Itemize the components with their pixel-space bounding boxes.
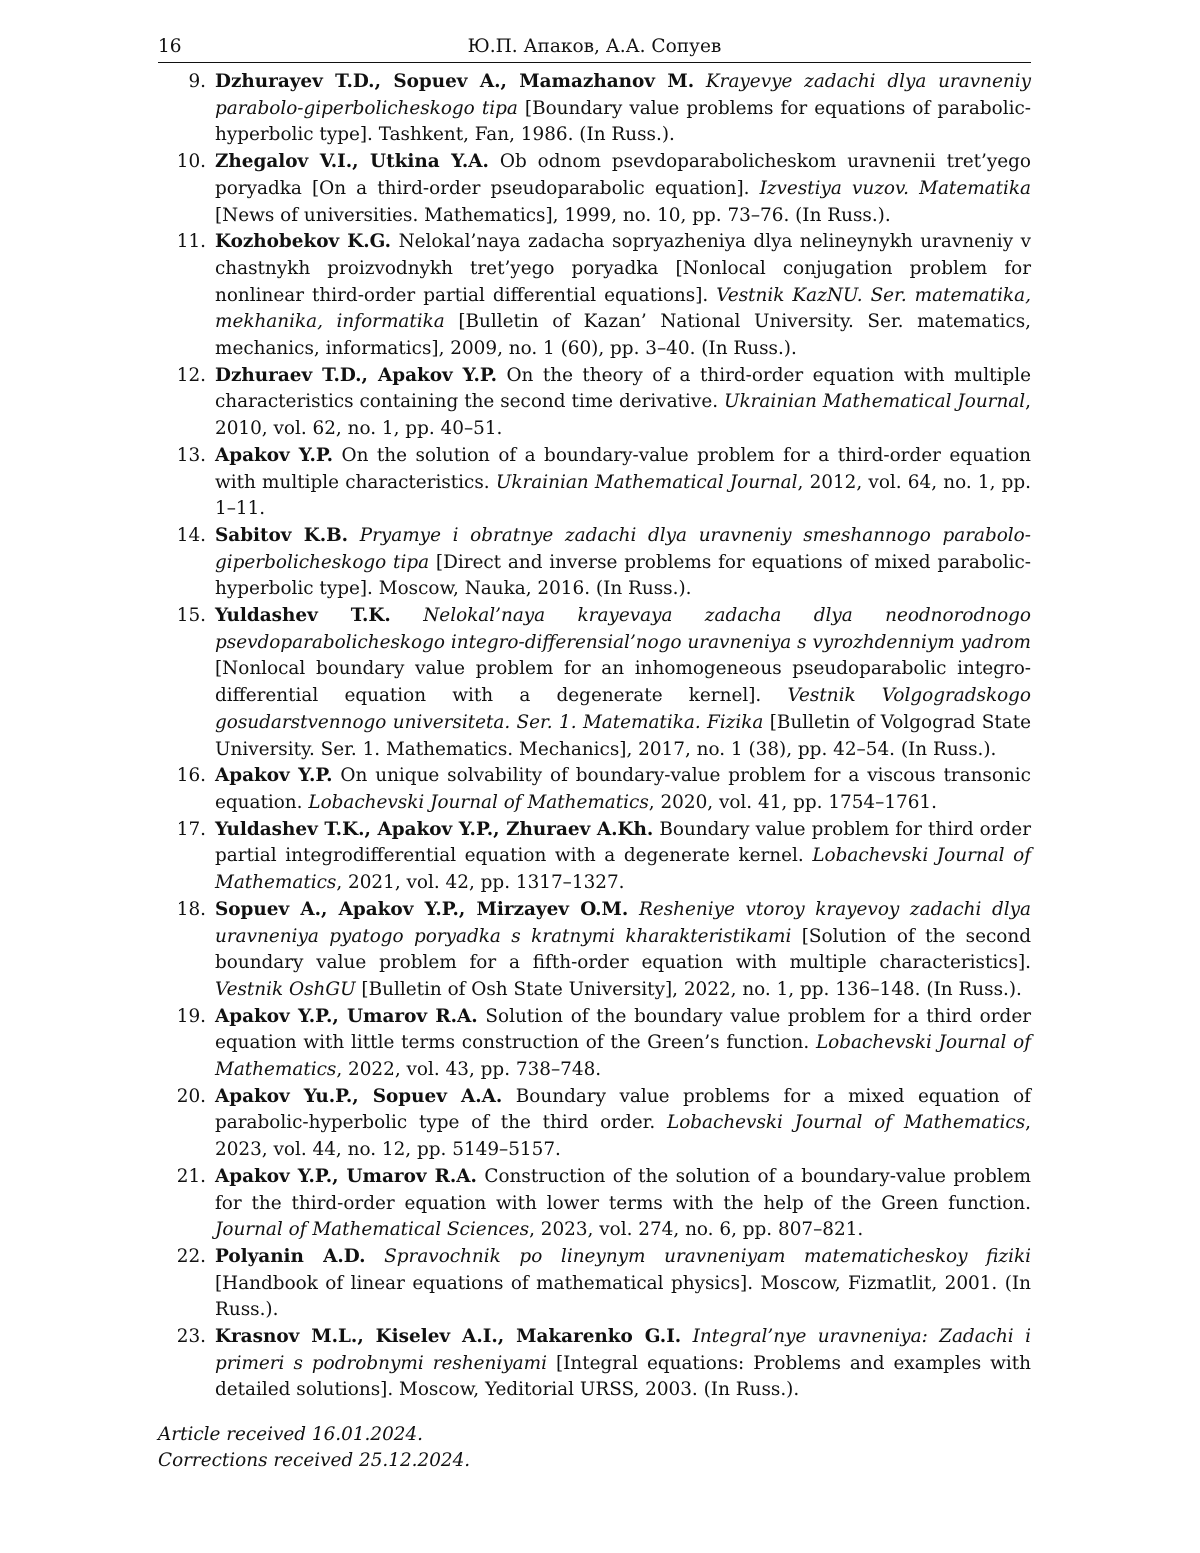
reference-number: 14. xyxy=(158,523,206,550)
reference-authors: Polyanin A.D. xyxy=(215,1246,366,1267)
reference-item xyxy=(158,1084,1031,1164)
reference-number: 11. xyxy=(158,229,206,256)
reference-authors: Kozhobekov K.G. xyxy=(215,231,391,252)
reference-text: [Nonlocal boundary value problem for an inhomogeneous pseudoparabolic integro-differential equation with a degenerate kernel]. xyxy=(215,658,1031,706)
reference-item xyxy=(158,817,1031,897)
reference-title-italic: Vestnik Volgogradskogo gosudarstvennogo universiteta. Ser. 1. Matematika. Fizika xyxy=(215,685,1031,733)
reference-title-italic: Resheniye vtoroy krayevoy zadachi dlya uravneniya pyatogo poryadka s kratnymi kharakteristikami xyxy=(215,899,1031,947)
reference-item xyxy=(158,1324,1031,1404)
reference-title-italic: Integral’nye uravneniya: Zadachi i primeri s podrobnymi resheniyami xyxy=(215,1326,1031,1374)
reference-authors: Krasnov M.L., Kiselev A.I., Makarenko G.I. xyxy=(215,1326,681,1347)
page xyxy=(158,30,1031,1474)
reference-item xyxy=(158,69,1031,149)
reference-title-italic: Lobachevski Journal of Mathematics xyxy=(667,1112,1025,1133)
reference-item xyxy=(158,1164,1031,1244)
reference-authors: Yuldashev T.K., Apakov Y.P., Zhuraev A.Kh. xyxy=(215,819,653,840)
reference-number: 19. xyxy=(158,1004,206,1031)
reference-text: Nelokal’naya zadacha sopryazheniya dlya nelineynykh uravneniy v chastnykh proizvodnykh tret’yego poryadka [Nonlocal conjugation problem for nonlinear third-order partial differential equations]. xyxy=(215,231,1031,305)
reference-item xyxy=(158,1244,1031,1324)
reference-text: , 2023, vol. 274, no. 6, pp. 807–821. xyxy=(529,1219,863,1240)
reference-number: 20. xyxy=(158,1084,206,1111)
reference-authors: Apakov Y.P., Umarov R.A. xyxy=(215,1166,477,1187)
reference-number: 12. xyxy=(158,363,206,390)
reference-authors: Apakov Y.P. xyxy=(215,445,333,466)
reference-authors: Yuldashev T.K. xyxy=(215,605,391,626)
reference-title-italic: Ukrainian Mathematical Journal xyxy=(496,472,798,493)
reference-text: [Integral equations: Problems and examples with detailed solutions]. Moscow, Yeditorial URSS, 2003. (In Russ.). xyxy=(215,1353,1031,1401)
reference-text: [Bulletin of Volgograd State University. Ser. 1. Mathematics. Mechanics], 2017, no. 1 (38), pp. 42–54. (In Russ.). xyxy=(215,712,1031,760)
reference-number: 22. xyxy=(158,1244,206,1271)
reference-number: 15. xyxy=(158,603,206,630)
reference-text: [Solution of the second boundary value problem for a fifth-order equation with multiple characteristics]. xyxy=(215,926,1031,974)
reference-title-italic: Vestnik OshGU xyxy=(215,979,356,1000)
reference-number: 10. xyxy=(158,149,206,176)
reference-authors: Apakov Y.P. xyxy=(215,765,333,786)
reference-text: Ob odnom psevdoparabolicheskom uravnenii tret’yego poryadka [On a third-order pseudoparabolic equation]. xyxy=(215,151,1031,199)
reference-title-italic: Ukrainian Mathematical Journal xyxy=(724,391,1025,412)
reference-text: , 2020, vol. 41, pp. 1754–1761. xyxy=(649,792,937,813)
received-date: Article received 16.01.2024. xyxy=(158,1422,1031,1448)
reference-item xyxy=(158,1004,1031,1084)
reference-item xyxy=(158,149,1031,229)
reference-text: , 2023, vol. 44, no. 12, pp. 5149–5157. xyxy=(215,1112,1031,1160)
reference-text: [Boundary value problems for equations of parabolic-hyperbolic type]. Tashkent, Fan, 1986. (In Russ.). xyxy=(215,98,1031,146)
reference-number: 13. xyxy=(158,443,206,470)
reference-authors: Apakov Y.P., Umarov R.A. xyxy=(215,1006,478,1027)
reference-item xyxy=(158,897,1031,1004)
reference-authors: Apakov Yu.P., Sopuev A.A. xyxy=(215,1086,502,1107)
reference-title-italic: Spravochnik po lineynym uravneniyam matematicheskoy fiziki xyxy=(384,1246,1031,1267)
reference-item xyxy=(158,523,1031,603)
reference-title-italic: Izvestiya vuzov. Matematika xyxy=(760,178,1031,199)
reference-item xyxy=(158,443,1031,523)
reference-text: [Bulletin of Osh State University], 2022, no. 1, pp. 136–148. (In Russ.). xyxy=(356,979,1022,1000)
reference-authors: Zhegalov V.I., Utkina Y.A. xyxy=(215,151,489,172)
reference-list xyxy=(158,69,1031,1404)
reference-item xyxy=(158,229,1031,363)
reference-item xyxy=(158,363,1031,443)
article-dates xyxy=(158,1422,1031,1474)
reference-text: On the theory of a third-order equation with multiple characteristics containing the second time derivative. xyxy=(215,365,1031,413)
reference-text: [News of universities. Mathematics], 1999, no. 10, pp. 73–76. (In Russ.). xyxy=(215,205,891,226)
reference-item xyxy=(158,763,1031,816)
reference-authors: Dzhuraev T.D., Apakov Y.P. xyxy=(215,365,497,386)
reference-text: Construction of the solution of a boundary-value problem for the third-order equation with lower terms with the help of the Green function. xyxy=(215,1166,1031,1214)
reference-number: 17. xyxy=(158,817,206,844)
running-header xyxy=(158,30,1031,63)
reference-authors: Sabitov K.B. xyxy=(215,525,348,546)
reference-number: 9. xyxy=(158,69,206,96)
reference-text: , 2021, vol. 42, pp. 1317–1327. xyxy=(336,872,624,893)
reference-text: On unique solvability of boundary-value problem for a viscous transonic equation. xyxy=(215,765,1031,813)
reference-authors: Sopuev A., Apakov Y.P., Mirzayev O.M. xyxy=(215,899,628,920)
reference-title-italic: Nelokal’naya krayevaya zadacha dlya neodnorodnogo psevdoparabolicheskogo integro-differensial’nogo uravneniya s vyrozhdenniym yadrom xyxy=(215,605,1031,653)
reference-text: [Handbook of linear equations of mathematical physics]. Moscow, Fizmatlit, 2001. (In Russ.). xyxy=(215,1273,1031,1321)
reference-number: 16. xyxy=(158,763,206,790)
reference-number: 21. xyxy=(158,1164,206,1191)
reference-authors: Dzhurayev T.D., Sopuev A., Mamazhanov M. xyxy=(215,71,694,92)
page-number: 16 xyxy=(158,36,182,57)
reference-text: On the solution of a boundary-value problem for a third-order equation with multiple characteristics. xyxy=(215,445,1031,493)
reference-title-italic: Pryamye i obratnye zadachi dlya uravneniy smeshannogo parabolo-giperbolicheskogo tipa xyxy=(215,525,1031,573)
reference-text: [Direct and inverse problems for equations of mixed parabolic-hyperbolic type]. Moscow, Nauka, 2016. (In Russ.). xyxy=(215,552,1031,600)
reference-text: Boundary value problems for a mixed equation of parabolic-hyperbolic type of the third order. xyxy=(215,1086,1031,1134)
running-title: Ю.П. Апаков, А.А. Сопуев xyxy=(158,36,1031,57)
reference-number: 18. xyxy=(158,897,206,924)
reference-number: 23. xyxy=(158,1324,206,1351)
reference-text: , 2022, vol. 43, pp. 738–748. xyxy=(336,1059,601,1080)
reference-title-italic: Krayevye zadachi dlya uravneniy parabolo-giperbolicheskogo tipa xyxy=(215,71,1031,119)
reference-title-italic: Journal of Mathematical Sciences xyxy=(215,1219,529,1240)
reference-title-italic: Lobachevski Journal of Mathematics xyxy=(215,1032,1031,1080)
reference-text: Solution of the boundary value problem for a third order equation with little terms construction of the Green’s function. xyxy=(215,1006,1031,1054)
reference-title-italic: Vestnik KazNU. Ser. matematika, mekhanika, informatika xyxy=(215,285,1031,333)
corrections-date: Corrections received 25.12.2024. xyxy=(158,1448,1031,1474)
reference-title-italic: Lobachevski Journal of Mathematics xyxy=(215,845,1031,893)
reference-text: [Bulletin of Kazan’ National University. Ser. matematics, mechanics, informatics], 2009, no. 1 (60), pp. 3–40. (In Russ.). xyxy=(215,311,1031,359)
reference-title-italic: Lobachevski Journal of Mathematics xyxy=(308,792,648,813)
reference-text: , 2010, vol. 62, no. 1, pp. 40–51. xyxy=(215,391,1031,439)
reference-text: , 2012, vol. 64, no. 1, pp. 1–11. xyxy=(215,472,1031,520)
reference-item xyxy=(158,603,1031,763)
reference-text: Boundary value problem for third order partial integrodifferential equation with a degenerate kernel. xyxy=(215,819,1031,867)
